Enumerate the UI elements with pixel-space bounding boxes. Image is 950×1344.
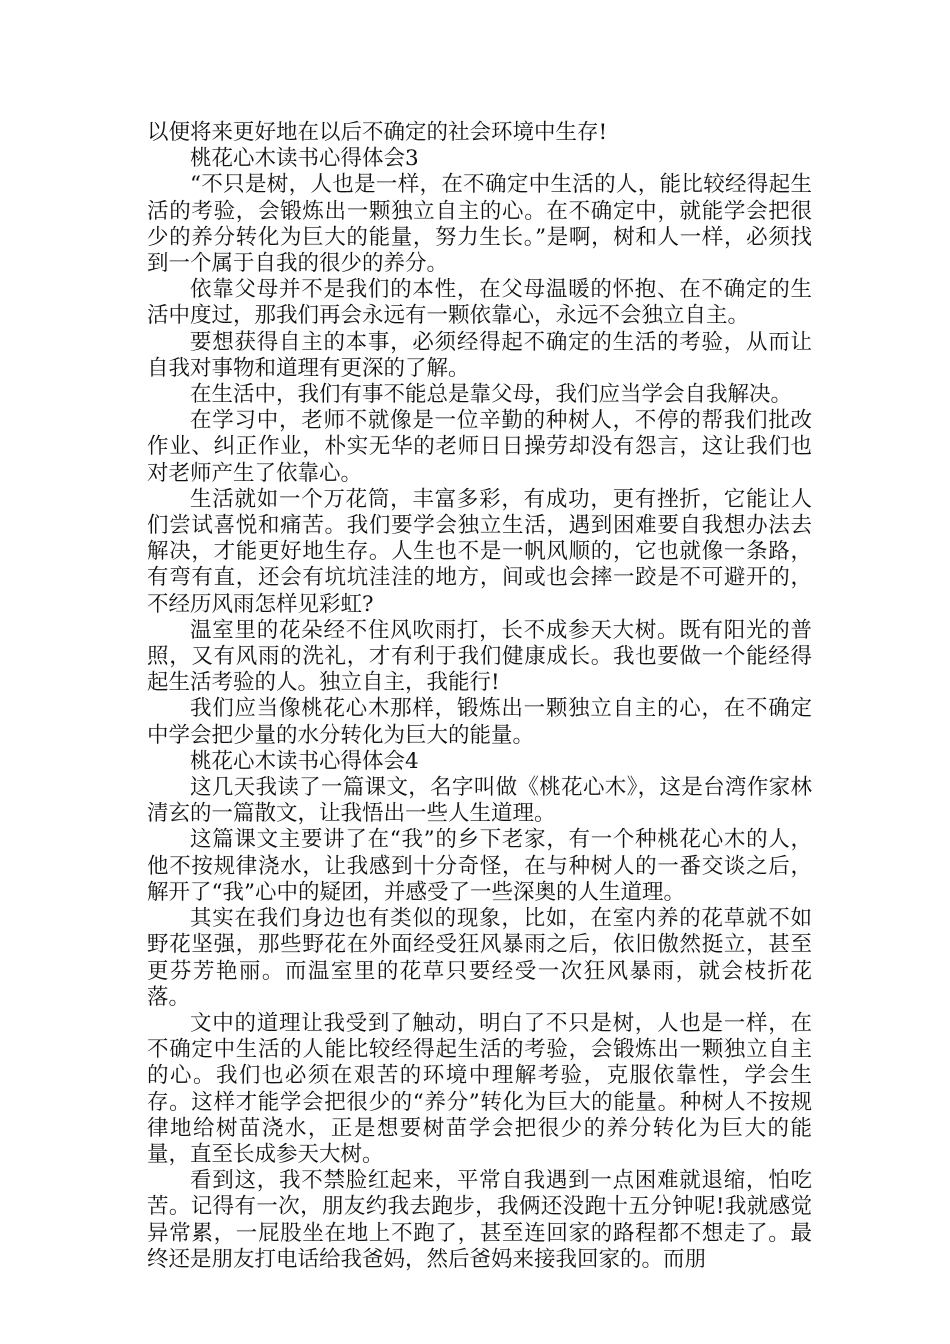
- paragraph: 文中的道理让我受到了触动，明白了不只是树，人也是一样，在不确定中生活的人能比较经得起生活的考验，会锻炼出一颗独立自主的心。我们也必须在艰苦的环境中理解考验，克服依靠性，学会生存。这样才能学会把很少的“养分”转化为巨大的能量。种树人不按规律地给树苗浇水，正是想要树苗学会把很少的养分转化为巨大的能量，直至长成参天大树。: [147, 1010, 812, 1167]
- paragraph: 我们应当像桃花心木那样，锻炼出一颗独立自主的心，在不确定中学会把少量的水分转化为巨大的能量。: [147, 696, 812, 748]
- paragraph: 看到这，我不禁脸红起来，平常自我遇到一点困难就退缩，怕吃苦。记得有一次，朋友约我去跑步，我俩还没跑十五分钟呢!我就感觉异常累，一屁股坐在地上不跑了，甚至连回家的路程都不想走了。最终还是朋友打电话给我爸妈，然后爸妈来接我回家的。而朋: [147, 1168, 812, 1272]
- section-heading: 桃花心木读书心得体会3: [190, 146, 419, 172]
- paragraph: 依靠父母并不是我们的本性，在父母温暖的怀抱、在不确定的生活中度过，那我们再会永远有一颗依靠心，永远不会独立自主。: [147, 277, 812, 329]
- paragraph: 要想获得自主的本事，必须经得起不确定的生活的考验，从而让自我对事物和道理有更深的了解。: [147, 329, 812, 381]
- paragraph: 这篇课文主要讲了在“我”的乡下老家，有一个种桃花心木的人，他不按规律浇水，让我感到十分奇怪，在与种树人的一番交谈之后，解开了“我”心中的疑团，并感受了一些深奥的人生道理。: [147, 827, 812, 905]
- paragraph: 生活就如一个万花筒，丰富多彩，有成功，更有挫折，它能让人们尝试喜悦和痛苦。我们要学会独立生活，遇到困难要自我想办法去解决，才能更好地生存。人生也不是一帆风顺的，它也就像一条路，有弯有直，还会有坑坑洼洼的地方，间或也会摔一跤是不可避开的，不经历风雨怎样见彩虹?: [147, 486, 812, 617]
- paragraph: 其实在我们身边也有类似的现象，比如，在室内养的花草就不如野花坚强，那些野花在外面经受狂风暴雨之后，依旧傲然挺立，甚至更芬芳艳丽。而温室里的花草只要经受一次狂风暴雨，就会枝折花落。: [147, 906, 812, 1010]
- section-heading: 桃花心木读书心得体会4: [190, 748, 419, 774]
- paragraph: “不只是树，人也是一样，在不确定中生活的人，能比较经得起生活的考验，会锻炼出一颗独立自主的心。在不确定中，就能学会把很少的养分转化为巨大的能量，努力生长。”是啊，树和人一样，必须找到一个属于自我的很少的养分。: [147, 172, 812, 277]
- paragraph: 在生活中，我们有事不能总是靠父母，我们应当学会自我解决。: [190, 382, 793, 408]
- paragraph: 在学习中，老师不就像是一位辛勤的种树人，不停的帮我们批改作业、纠正作业，朴实无华的老师日日操劳却没有怨言，这让我们也对老师产生了依靠心。: [147, 408, 812, 486]
- paragraph: 以便将来更好地在以后不确定的社会环境中生存!: [147, 120, 608, 145]
- paragraph: 这几天我读了一篇课文，名字叫做《桃花心木》，这是台湾作家林清玄的一篇散文，让我悟出一些人生道理。: [147, 775, 812, 827]
- paragraph: 温室里的花朵经不住风吹雨打，长不成参天大树。既有阳光的普照，又有风雨的洗礼，才有利于我们健康成长。我也要做一个能经得起生活考验的人。独立自主，我能行!: [147, 617, 812, 696]
- document-body: [147, 120, 812, 1273]
